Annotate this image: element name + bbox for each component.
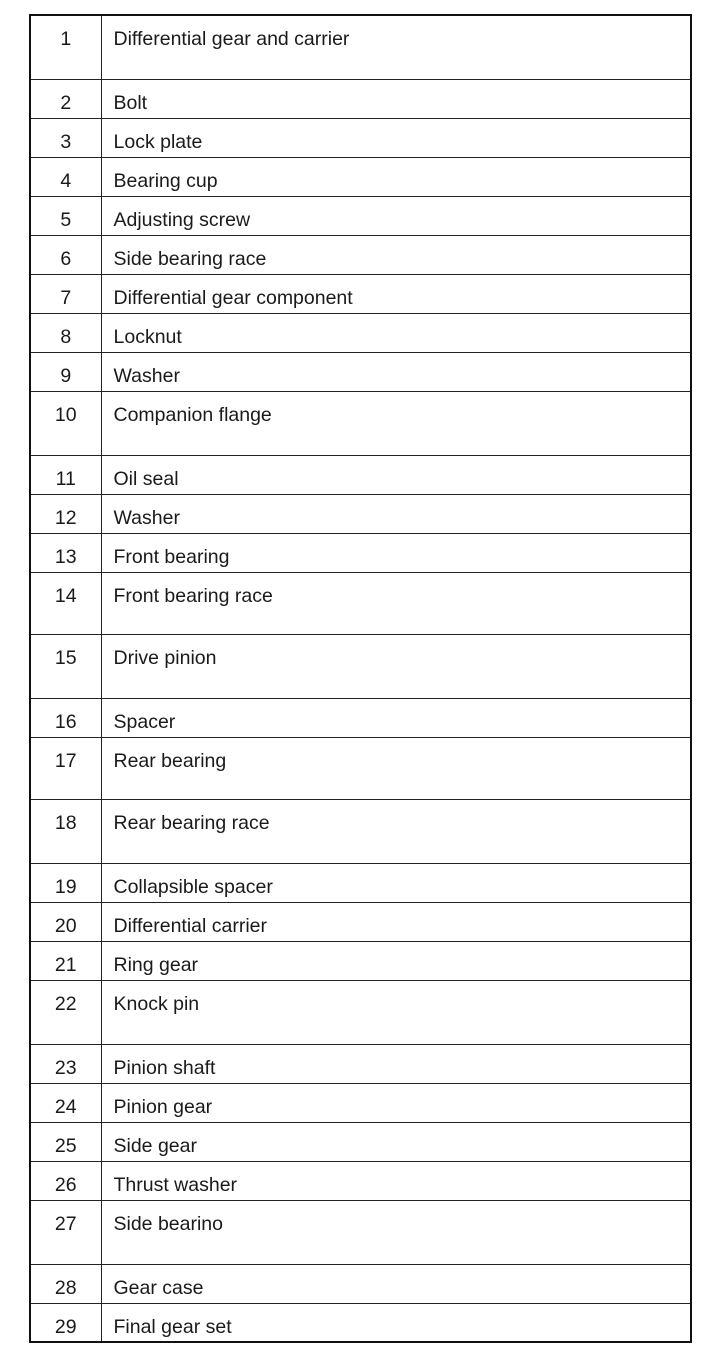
table-row — [30, 1303, 691, 1342]
table-row — [30, 15, 691, 79]
part-description: Collapsible spacer — [101, 863, 691, 902]
part-description: Washer — [101, 494, 691, 533]
table-row — [30, 634, 691, 698]
table-row — [30, 902, 691, 941]
part-number: 12 — [30, 494, 101, 533]
part-description: Pinion shaft — [101, 1044, 691, 1083]
table-row — [30, 1083, 691, 1122]
part-description: Side bearing race — [101, 235, 691, 274]
part-number: 20 — [30, 902, 101, 941]
part-number: 6 — [30, 235, 101, 274]
table-row — [30, 494, 691, 533]
table-row — [30, 941, 691, 980]
part-number: 3 — [30, 118, 101, 157]
part-number: 28 — [30, 1264, 101, 1303]
part-number: 17 — [30, 737, 101, 799]
part-number: 11 — [30, 455, 101, 494]
table-row — [30, 980, 691, 1044]
part-description: Ring gear — [101, 941, 691, 980]
part-number: 29 — [30, 1303, 101, 1342]
table-row — [30, 737, 691, 799]
table-row — [30, 391, 691, 455]
table-row — [30, 1264, 691, 1303]
table-row — [30, 235, 691, 274]
table-row — [30, 455, 691, 494]
part-number: 5 — [30, 196, 101, 235]
part-number: 15 — [30, 634, 101, 698]
table-row — [30, 79, 691, 118]
part-description: Gear case — [101, 1264, 691, 1303]
part-description: Front bearing race — [101, 572, 691, 634]
part-description: Companion flange — [101, 391, 691, 455]
part-description: Pinion gear — [101, 1083, 691, 1122]
part-description: Drive pinion — [101, 634, 691, 698]
table-row — [30, 533, 691, 572]
table-row — [30, 863, 691, 902]
part-number: 2 — [30, 79, 101, 118]
part-number: 10 — [30, 391, 101, 455]
part-description: Rear bearing — [101, 737, 691, 799]
table-row — [30, 1200, 691, 1264]
part-description: Lock plate — [101, 118, 691, 157]
part-number: 16 — [30, 698, 101, 737]
part-description: Side bearino — [101, 1200, 691, 1264]
part-description: Adjusting screw — [101, 196, 691, 235]
part-number: 9 — [30, 352, 101, 391]
part-number: 18 — [30, 799, 101, 863]
part-description: Locknut — [101, 313, 691, 352]
part-description: Thrust washer — [101, 1161, 691, 1200]
part-number: 4 — [30, 157, 101, 196]
part-number: 21 — [30, 941, 101, 980]
part-number: 24 — [30, 1083, 101, 1122]
part-number: 27 — [30, 1200, 101, 1264]
part-number: 22 — [30, 980, 101, 1044]
part-number: 8 — [30, 313, 101, 352]
part-description: Side gear — [101, 1122, 691, 1161]
part-description: Differential gear and carrier — [101, 15, 691, 79]
parts-table — [29, 14, 692, 1343]
part-number: 13 — [30, 533, 101, 572]
part-description: Bearing cup — [101, 157, 691, 196]
part-description: Front bearing — [101, 533, 691, 572]
part-number: 25 — [30, 1122, 101, 1161]
table-row — [30, 1161, 691, 1200]
part-description: Washer — [101, 352, 691, 391]
table-row — [30, 572, 691, 634]
table-row — [30, 313, 691, 352]
part-description: Oil seal — [101, 455, 691, 494]
part-description: Rear bearing race — [101, 799, 691, 863]
part-description: Bolt — [101, 79, 691, 118]
part-number: 23 — [30, 1044, 101, 1083]
table-row — [30, 157, 691, 196]
table-row — [30, 274, 691, 313]
table-row — [30, 799, 691, 863]
part-description: Final gear set — [101, 1303, 691, 1342]
table-row — [30, 196, 691, 235]
part-number: 26 — [30, 1161, 101, 1200]
part-description: Differential carrier — [101, 902, 691, 941]
part-description: Differential gear component — [101, 274, 691, 313]
part-number: 14 — [30, 572, 101, 634]
part-description: Knock pin — [101, 980, 691, 1044]
table-row — [30, 698, 691, 737]
table-row — [30, 1122, 691, 1161]
table-row — [30, 352, 691, 391]
part-number: 1 — [30, 15, 101, 79]
table-row — [30, 1044, 691, 1083]
part-number: 7 — [30, 274, 101, 313]
table-row — [30, 118, 691, 157]
part-number: 19 — [30, 863, 101, 902]
part-description: Spacer — [101, 698, 691, 737]
